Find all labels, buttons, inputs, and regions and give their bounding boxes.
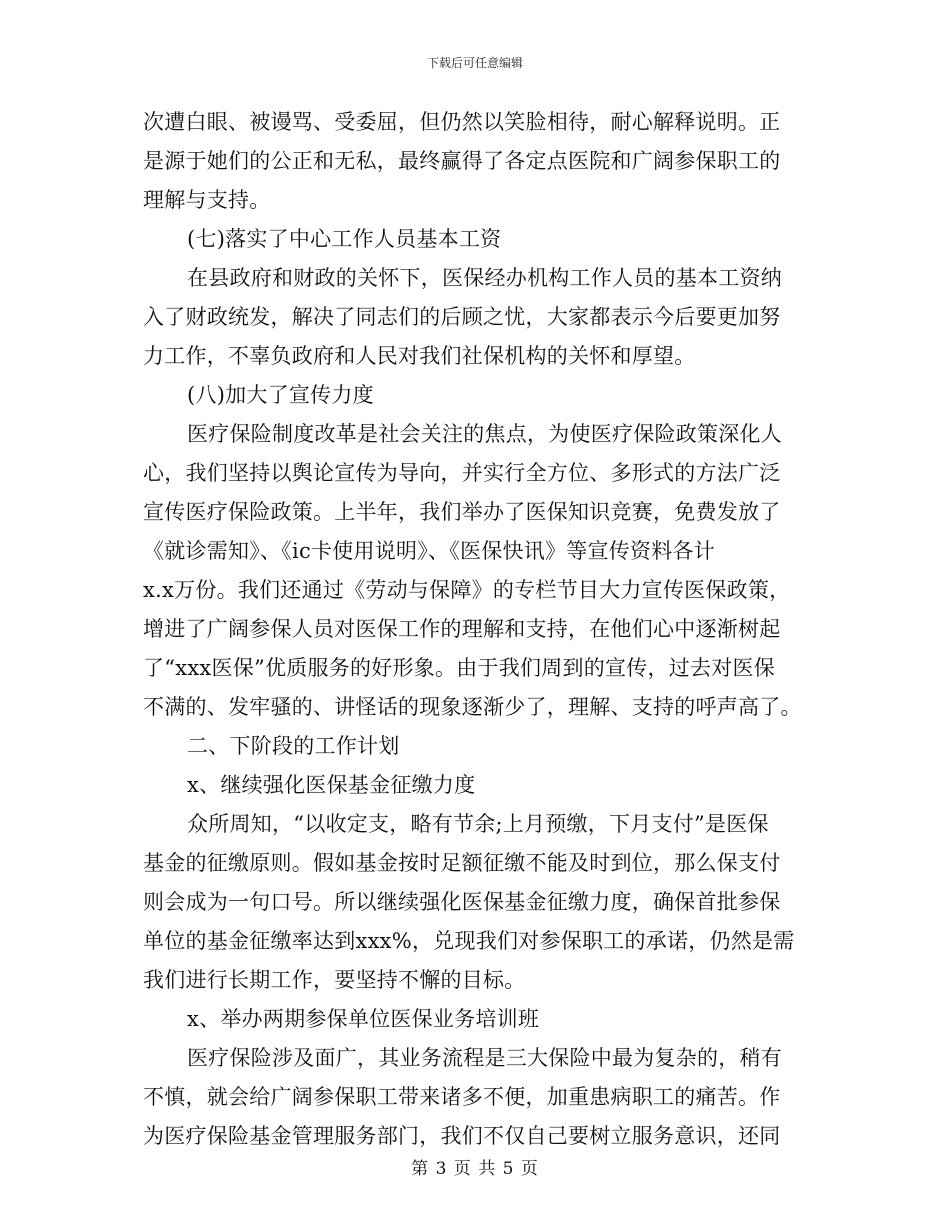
page-footer: 第 3 页 共 5 页 <box>411 1159 539 1179</box>
text-line: 不慎，就会给广阔参保职工带来诸多不便，加重患病职工的痛苦。作 <box>143 1085 781 1109</box>
text-line: 医疗保险涉及面广，其业务流程是三大保险中最为复杂的，稍有 <box>187 1046 782 1070</box>
text-line: 次遭白眼、被谩骂、受委屈，但仍然以笑脸相待，耐心解释说明。正 <box>143 110 781 134</box>
text-line: (八)加大了宣传力度 <box>187 383 374 407</box>
text-line: x.x万份。我们还通过《劳动与保障》的专栏节目大力宣传医保政策， <box>143 578 791 602</box>
text-line: x、举办两期参保单位医保业务培训班 <box>187 1007 540 1031</box>
text-line: 则会成为一句口号。所以继续强化医保基金征缴力度，确保首批参保 <box>143 890 781 914</box>
document-body <box>143 107 813 1160</box>
text-line: 入了财政统发，解决了同志们的后顾之忧，大家都表示今后要更加努 <box>143 305 781 329</box>
text-line: 单位的基金征缴率达到xxx%，兑现我们对参保职工的承诺，仍然是需 <box>143 929 795 953</box>
text-line: 在县政府和财政的关怀下，医保经办机构工作人员的基本工资纳 <box>187 266 782 290</box>
text-line: 是源于她们的公正和无私，最终赢得了各定点医院和广阔参保职工的 <box>143 149 781 173</box>
text-line: x、继续强化医保基金征缴力度 <box>187 773 476 797</box>
text-line: 不满的、发牢骚的、讲怪话的现象逐渐少了，理解、支持的呼声高了。 <box>143 695 802 719</box>
text-line: (七)落实了中心工作人员基本工资 <box>187 227 502 251</box>
text-line: 为医疗保险基金管理服务部门，我们不仅自己要树立服务意识，还同 <box>143 1124 781 1148</box>
text-line: 增进了广阔参保人员对医保工作的理解和支持，在他们心中逐渐树起 <box>143 617 781 641</box>
text-line: 我们进行长期工作，要坚持不懈的目标。 <box>143 968 526 992</box>
page-header: 下载后可任意编辑 <box>426 56 523 70</box>
text-line: 力工作，不辜负政府和人民对我们社保机构的关怀和厚望。 <box>143 344 696 368</box>
text-line: 《就诊需知》、《ic卡使用说明》、《医保快讯》等宣传资料各计 <box>143 539 715 563</box>
text-line: 宣传医疗保险政策。上半年，我们举办了医保知识竞赛，免费发放了 <box>143 500 781 524</box>
text-line: 理解与支持。 <box>143 188 271 212</box>
text-line: 了“xxx医保”优质服务的好形象。由于我们周到的宣传，过去对医保 <box>143 656 775 680</box>
text-line: 众所周知，“以收定支，略有节余;上月预缴，下月支付”是医保 <box>187 812 769 836</box>
text-line: 二、下阶段的工作计划 <box>187 734 400 758</box>
text-line: 基金的征缴原则。假如基金按时足额征缴不能及时到位，那么保支付 <box>143 851 781 875</box>
text-line: 医疗保险制度改革是社会关注的焦点，为使医疗保险政策深化人 <box>187 422 782 446</box>
text-line: 心，我们坚持以舆论宣传为导向，并实行全方位、多形式的方法广泛 <box>143 461 781 485</box>
